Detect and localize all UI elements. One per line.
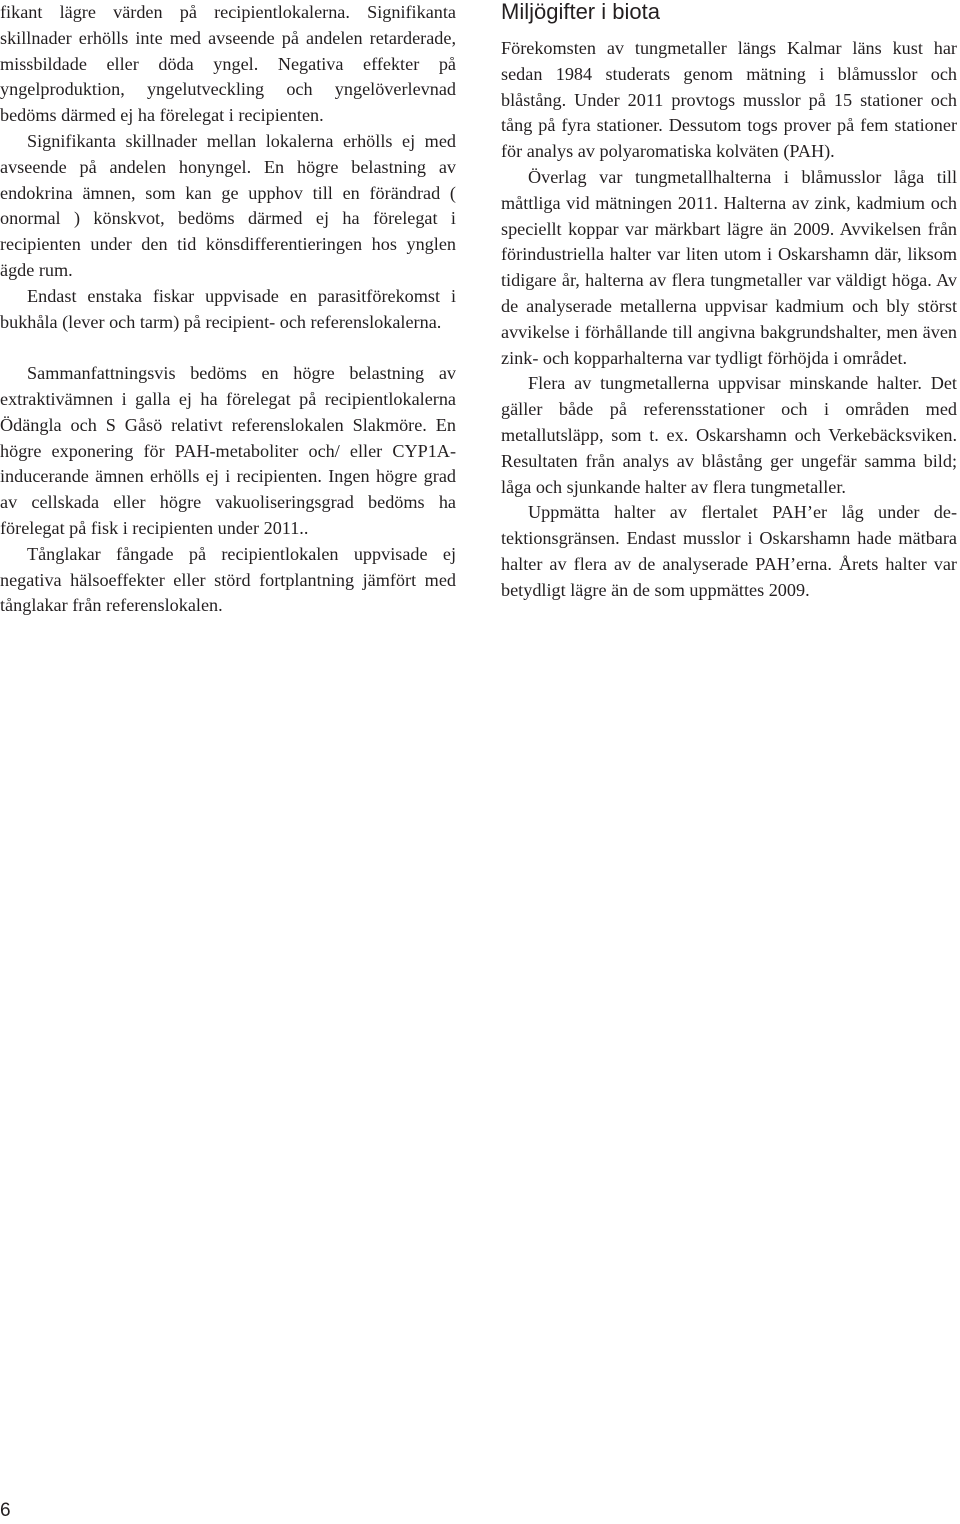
paragraph: Signifikanta skillnader mellan lokalerna erhölls ej med avseende på andelen honyngel. En högre belastning av endokrina ämnen, som kan ge upphov till en förändrad ( onormal ) könskvot, bedöms därmed ej ha förelegat i recipienten under den tid könsdifferentieringen hos ynglen ägde rum. (0, 130, 456, 280)
right-column (501, 0, 957, 604)
paragraph: Förekomsten av tungmetaller längs Kalmar läns kust har sedan 1984 studerats genom mätning i blåmusslor och blåstång. Under 2011 provtogs musslor på 15 stationer och tång på fyra stationer. Dessutom togs prover på fem stationer för analys av polyaromatiska kolväten (PAH). (501, 38, 957, 162)
page-number: 6 (0, 1500, 11, 1521)
section-heading: Miljögifter i biota (501, 0, 660, 24)
left-column (0, 0, 456, 619)
paragraph: fikant lägre värden på recipientlokalerna. Signifikanta skillnader erhölls inte med avseende på andelen retarderade, missbildade eller döda yngel. Negativa effekter på yngelproduktion, yngelutveckling och yngelöverlevnad bedöms därmed ej ha förelegat i recipienten. (0, 2, 456, 126)
paragraph: Överlag var tungmetallhalterna i blåmusslor låga till måttliga vid mätningen 2011. Halterna av zink, kadmium och speciellt koppar var märkbart lägre än 2009. Avvikelsen från förindustriella halter var liten utom i Oskarshamn där, liksom tidigare år, halterna av flera tungmetaller var väldigt höga. Av de analyserade metallerna uppvisar kadmium och bly störst avvikelse i förhållande till angivna bakgrundshalter, men även zink- och kopparhalterna var tydligt förhöjda i området. (501, 166, 957, 368)
paragraph: Sammanfattningsvis bedöms en högre belastning av extraktivämnen i galla ej ha förelegat på recipientlokalerna Ödängla och S Gåsö relativt referenslokalen Slakmöre. En högre exponering för PAH-metaboliter och/ eller CYP1A-inducerande ämnen erhölls ej i recipienten. Ingen högre grad av cellskada eller högre vakuoliseringsgrad bedöms ha förelegat på fisk i recipienten under 2011.. (0, 363, 456, 538)
paragraph: Endast enstaka fiskar uppvisade en parasitförekomst i bukhåla (lever och tarm) på recipient- och referenslokalerna. (0, 285, 456, 332)
paragraph: Flera av tungmetallerna uppvisar minskande halter. Det gäller både på referensstationer och i områden med metallutsläpp, som t. ex. Oskarshamn och Verkebäcksviken. Resultaten från analys av blåstång ger ungefär samma bild; låga och sjunkande halter av flera tungmetaller. (501, 373, 957, 497)
paragraph: Uppmätta halter av flertalet PAH’er låg under detektionsgränsen. Endast musslor i Oskarshamn hade mätbara halter av flera av de analyserade PAH’erna. Årets halter var betydligt lägre än de som uppmättes 2009. (501, 502, 957, 600)
paragraph: Tånglakar fångade på recipientlokalen uppvisade ej negativa hälsoeffekter eller störd fortplantning jämfört med tånglakar från referenslokalen. (0, 543, 456, 616)
